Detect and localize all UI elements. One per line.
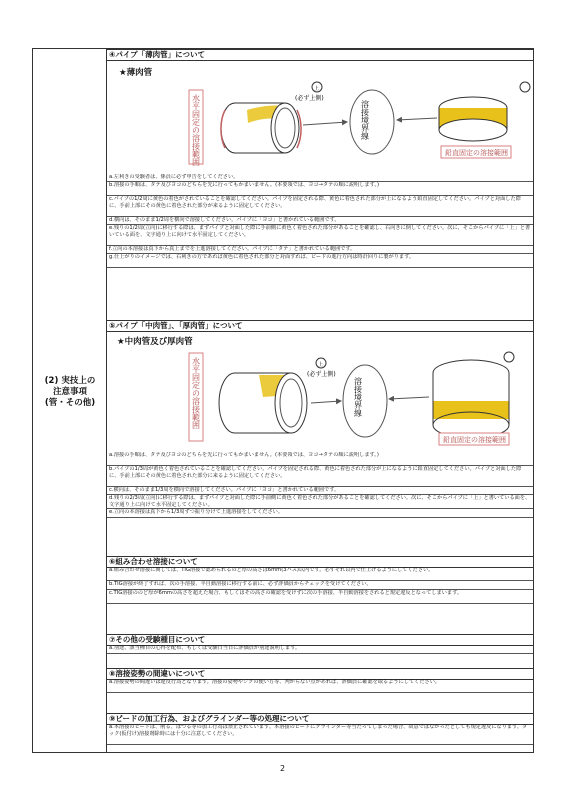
section4-note-1: a.左利きの受験者は、係員に必ず申告をしてください。 [107, 174, 533, 182]
section8-note-1: a.溶接姿勢の間違いは違反行為となります。溶接の姿勢やジグの使い方等、判からない点があれば、評価員に確認を取るようにしてください。 [107, 679, 533, 693]
row-label-line3: (管・その他) [44, 398, 96, 408]
section6-title: ⑥組み合わせ溶接について [107, 556, 533, 568]
horizontal-range-label: 水平固定の溶接範囲 [191, 94, 201, 166]
row-label [33, 376, 107, 409]
section4-note-5: e.残りの1/2周(立向)に移行する際は、まずパイプと対面した際に手前側に黄色く着色された部分があることを確認し、右向きに倒してください。次に、そこからパイプに「上」と書いている面を、文字通り上に向けて水平固定してください。 [107, 225, 533, 246]
section4-note-4: d.横向は、そのまま1/2周を横向で溶接してください。パイプに「ヨコ」と書かれている範囲です。 [107, 217, 533, 225]
thin-pipe-diagram [107, 60, 533, 173]
section6-note-3: c.TIG溶接ののど厚が6mmの高さを超えた場合、もしくはその高さの確認を受けずに次の手溶接、半自動溶接をされると規定違反となってしまいます。 [107, 590, 533, 604]
section4-subtitle: ★薄肉管 [119, 68, 153, 78]
row-label-line1: (2) 実技上の [44, 376, 96, 386]
must-up-label-2: (必ず上側) [307, 371, 336, 378]
section4-note-3: c.パイプの1/2周に黄色の着色がされていることを確認してください。パイプを固定される際、黄色に着色された部分が上になるよう鉛直固定してください。パイプと対面した際に、手前上部にその黄色に着色された部分が来るように固定してください。 [107, 196, 533, 217]
main-table [32, 48, 534, 753]
thick-pipe-diagram [107, 331, 533, 451]
section7-note-1: a.別途、該当種目の心得を配布、もしくは受験日当日に評価員が別途説明します。 [107, 645, 533, 654]
up-mark-label: 上 [314, 86, 320, 92]
section6-note-2: b.TIG溶接が終了すれば、次の手溶接、半自動溶接に移行する前に、必ず評価員からチェックを受けてください。 [107, 581, 533, 590]
up-mark-icon-right [520, 82, 530, 92]
section4-title: ④パイプ「薄肉管」について [107, 49, 533, 61]
section9-title: ⑨ビードの加工行為、およびグラインダー等の処理について [107, 713, 533, 725]
must-up-label: (必ず上側) [295, 95, 324, 102]
horizontal-range-label-2: 水平固定の溶接範囲 [191, 357, 201, 429]
page-number: 2 [279, 764, 286, 773]
section5-title: ⑤パイプ「中肉管」、「厚肉管」について [107, 320, 533, 332]
left-column [33, 49, 107, 752]
center-label: 溶接境界線 [360, 100, 370, 140]
row-label-line2: 注意事項 [52, 387, 87, 397]
section5-note-2: b.パイプの1/3周が黄色く着色されていることを確認してください。パイプを固定される際、黄色に着色された部分が上になるように鉛直固定してください。パイプと対面した際に、手前上部にその黄色に着色された部分に来るように固定してください。 [107, 466, 533, 487]
section6-note-1: a.組み合わせ溶接に関しては、TIG溶接で認められるのど厚の高さは6mm(3パス)以内です。必ずそれ以内で仕上げるようにしてください。 [107, 567, 533, 581]
section5-note-1: a.溶接の手順は、タテ及びヨコのどちらを先に行ってもかまいません。(本要領では、ヨコ→タテの順に説明します。) [107, 452, 533, 466]
section8-title: ⑧溶接姿勢の間違いについて [107, 668, 533, 680]
vertical-range-label-2: 鉛直固定の溶接範囲 [443, 436, 506, 444]
right-column [107, 49, 533, 752]
section7-title: ⑦その他の受験種目について [107, 634, 533, 646]
section5-note-4: d.残りの2/3周(立向)に移行する際は、まずパイプと対面した際に手前側に黄色く着色された部分があることを確認してください。次に、そこからパイプに「上」と書いている面を、文字通り上に向けて水平固定してください。 [107, 495, 533, 509]
vertical-range-label: 鉛直固定の溶接範囲 [445, 149, 508, 157]
section5-note-3: c.横向は、そのまま1/3周を横向で溶接してください。パイプに「ヨコ」と書かれている範囲です。 [107, 487, 533, 495]
center-label-2: 溶接境界線 [353, 377, 363, 417]
section5-subtitle: ★中肉管及び厚肉管 [117, 337, 193, 347]
section4-note-2: b.溶接の手順は、タテ及びヨコのどちらを先に行ってもかまいません。(本要領では、ヨコ→タテの順に説明します。) [107, 182, 533, 196]
section4-note-7: g.仕上がりのイメージでは、右利きの方であれば黄色に着色された部分と対面すれば、ビードの進行方向は時計回りに製がります。 [107, 254, 533, 268]
up-mark-icon-right-2 [504, 352, 514, 362]
up-mark-label-2: 上 [318, 362, 324, 368]
section4-note-6: f.立向の本溶接は真下から真上までを上進溶接してください。パイプに「タテ」と書かれている範囲です。 [107, 246, 533, 254]
section5-note-5: e.立向の本溶接は真下から1/3周ずつ振り分けて上進溶接をしてください。 [107, 509, 533, 518]
section9-note-1: a.本溶接のビードは、削る、はつる等の加工行為は禁止されています。本溶接のビードにグラインダー等当たってしまった場合、故意ではなかったとしても規定違反になります。タック(仮付け)溶接剤除時には十分に注意してください。 [107, 724, 533, 745]
